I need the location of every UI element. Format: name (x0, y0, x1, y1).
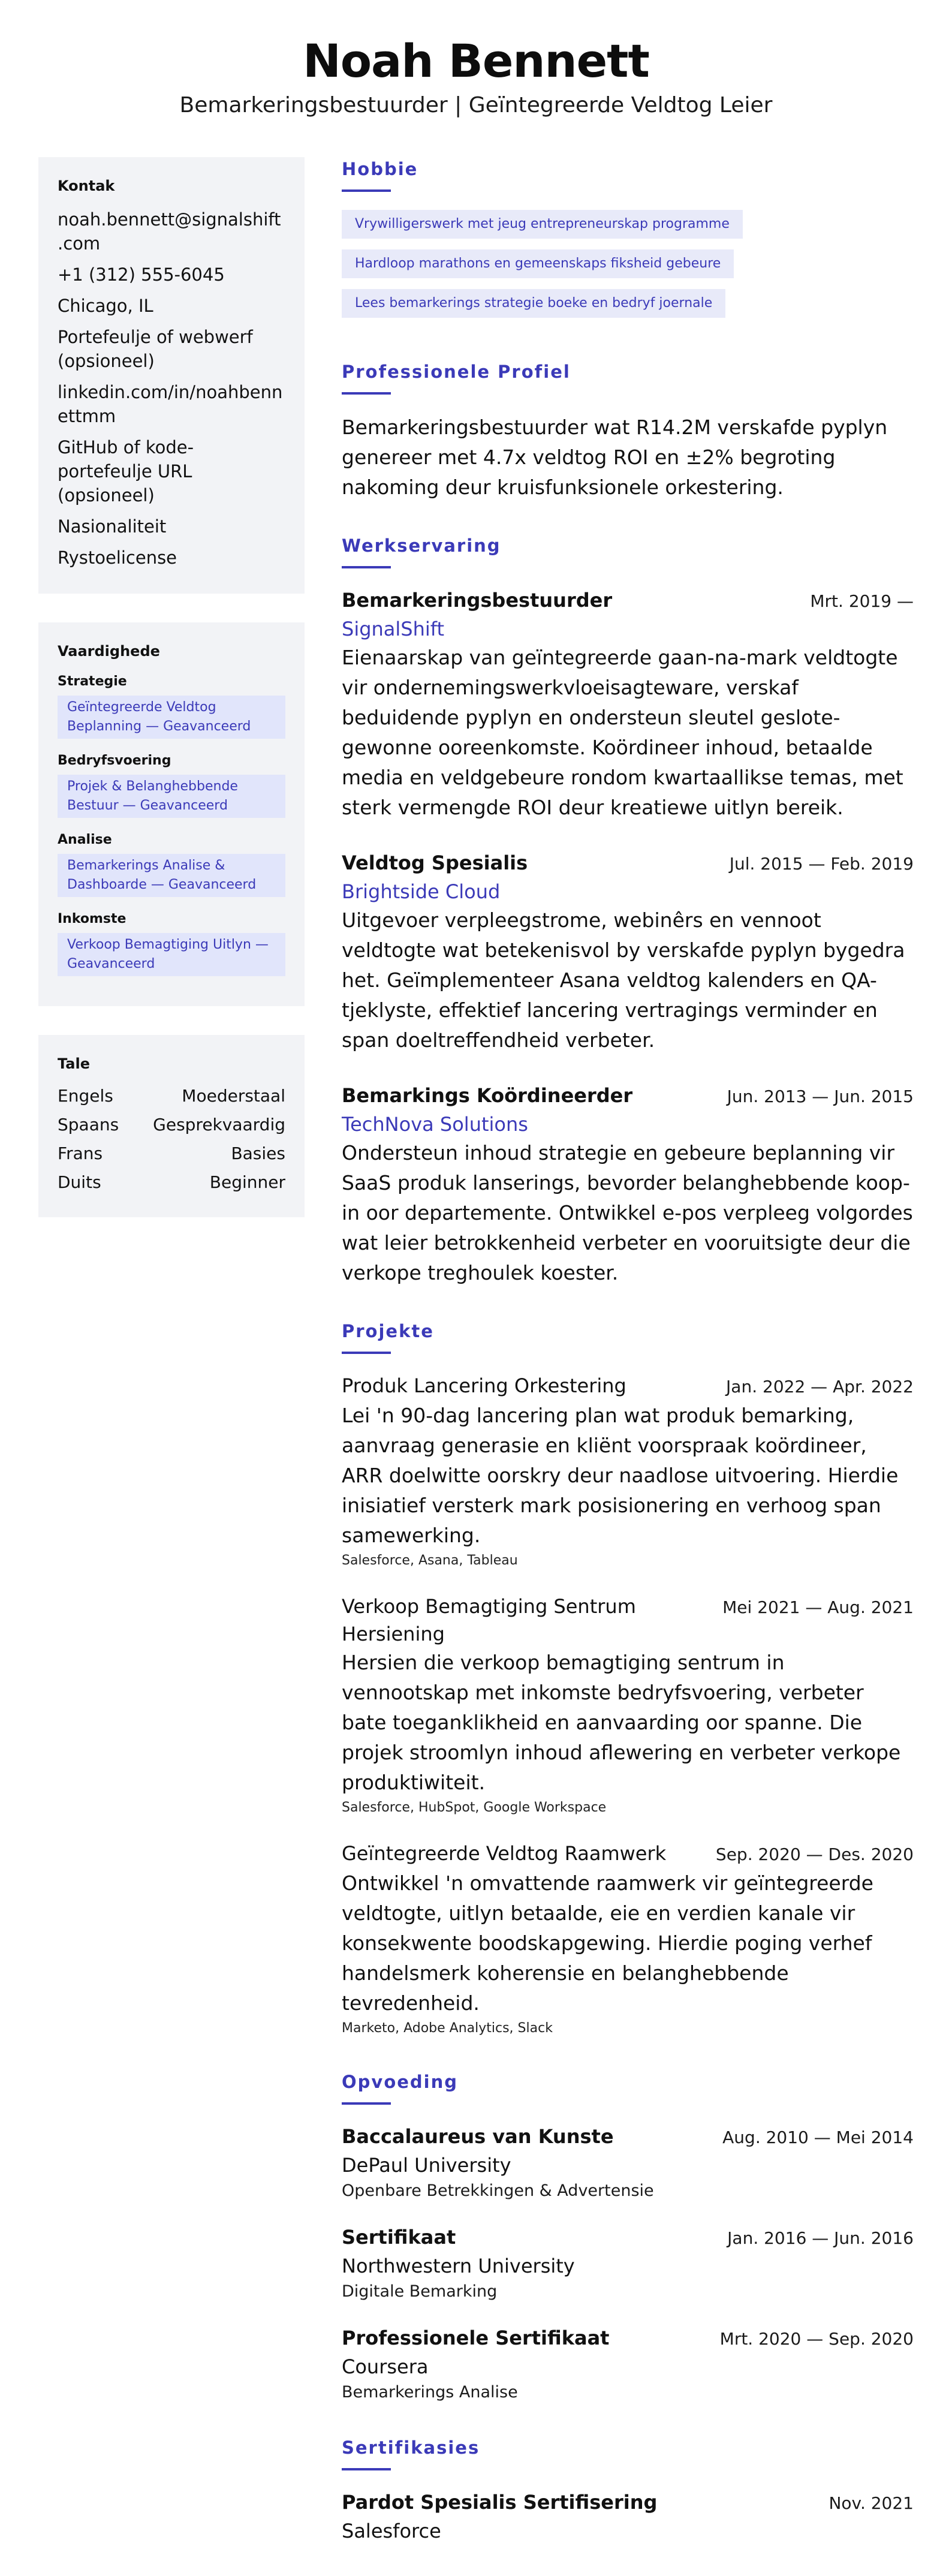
contact-title: Kontak (58, 177, 115, 194)
contact-linkedin[interactable]: linkedin.com/in/noahbennettmm (58, 382, 283, 426)
job-title: Veldtog Spesialis (342, 851, 528, 874)
job-company: TechNova Solutions (342, 1113, 528, 1136)
entry-header (342, 2324, 914, 2353)
section-divider (342, 566, 391, 568)
contact-card (38, 157, 305, 594)
skills-title: Vaardighede (58, 643, 160, 660)
study-field: Openbare Betrekkingen & Advertensie (342, 2181, 654, 2200)
language-level: Moederstaal (182, 1086, 285, 1106)
job-title: Bemarkeringsbestuurder (342, 589, 613, 612)
entry-header (342, 1840, 914, 1868)
certification-issuer: Salesforce (342, 2520, 441, 2542)
hobbies-section (342, 157, 914, 329)
skill-category: Bedryfsvoering (58, 753, 171, 768)
job-description: Eienaarskap van geïntegreerde gaan-na-mark veldtogte vir ondernemingswerkvloeisagteware, verskaf beduidende pyplyn en ondersteun sleutel geslote-gewonne ooreenkomste. Koördineer inhoud, betaalde media en veldgebeure rondom kwartaallikse temas, met sterk vermengde ROI deur kreatiewe uitlyn bereik. (342, 646, 903, 819)
education-entry (342, 2324, 914, 2405)
job-date: Jun. 2013 — Jun. 2015 (727, 1087, 914, 1106)
hobby-tag: Hardloop marathons en gemeenskaps fiksheid gebeure (342, 249, 734, 278)
project-entry (342, 1372, 914, 1571)
contact-nationality: Nasionaliteit (58, 516, 167, 537)
hobby-tag: Lees bemarkerings strategie boeke en bedryf joernale (342, 289, 725, 318)
certifications-section (342, 2436, 914, 2545)
job-description: Ondersteun inhoud strategie en gebeure beplanning vir SaaS produk lanserings, bevorder belanghebbende koop-in oor departemente. Ontwikkel e-pos verpleeg volgordes wat leier betrokkenheid verbeter en vooruitsigte deur die verkope treghoulek koester. (342, 1141, 913, 1284)
language-row (58, 1085, 285, 1107)
hobby-list (342, 210, 914, 329)
job-title: Bemarkings Koördineerder (342, 1084, 633, 1107)
skill-category: Strategie (58, 674, 127, 689)
sidebar (38, 157, 305, 1246)
section-divider (342, 2468, 391, 2470)
language-row (58, 1114, 285, 1136)
certification-name: Pardot Spesialis Sertifisering (342, 2491, 658, 2514)
hobby-tag: Vrywilligerswerk met jeug entrepreneurskap programme (342, 210, 743, 239)
experience-entry (342, 849, 914, 1055)
contact-location: Chicago, IL (58, 296, 153, 316)
project-date: Mei 2021 — Aug. 2021 (722, 1597, 914, 1617)
contact-phone[interactable]: +1 (312) 555-6045 (58, 264, 225, 285)
language-level: Gesprekvaardig (153, 1115, 285, 1134)
certification-entry (342, 2488, 914, 2545)
skills-card (38, 622, 305, 1006)
study-field: Digitale Bemarking (342, 2282, 498, 2301)
project-date: Jan. 2022 — Apr. 2022 (726, 1377, 914, 1397)
language-name: Engels (58, 1086, 113, 1106)
entry-header (342, 2123, 914, 2151)
contact-github: GitHub of kode-portefeulje URL (opsioneel) (58, 437, 194, 505)
skill-category: Analise (58, 832, 112, 847)
entry-header (342, 1082, 914, 1111)
skill-pill: Projek & Belanghebbende Bestuur — Geavanceerd (58, 775, 285, 818)
contact-portfolio: Portefeulje of webwerf (opsioneel) (58, 327, 253, 371)
degree-title: Professionele Sertifikaat (342, 2327, 610, 2349)
section-divider (342, 189, 391, 192)
project-date: Sep. 2020 — Des. 2020 (715, 1844, 914, 1864)
section-title: Professionele Profiel (342, 362, 571, 382)
section-title: Werkservaring (342, 535, 501, 556)
education-date: Mrt. 2020 — Sep. 2020 (719, 2329, 914, 2349)
education-entry (342, 2123, 914, 2203)
skill-pill: Bemarkerings Analise & Dashboarde — Geavanceerd (58, 854, 285, 897)
entry-header (342, 2488, 914, 2517)
skill-pill: Geïntegreerde Veldtog Beplanning — Geavanceerd (58, 696, 285, 739)
skill-pill: Verkoop Bemagtiging Uitlyn — Geavanceerd (58, 933, 285, 976)
entry-header (342, 586, 914, 615)
profile-text: Bemarkeringsbestuurder wat R14.2M verskafde pyplyn genereer met 4.7x veldtog ROI en ±2% begroting nakoming deur kruisfunksionele orkestering. (342, 416, 888, 499)
contact-license: Rystoelicense (58, 547, 177, 568)
job-date: Jul. 2015 — Feb. 2019 (729, 854, 914, 874)
degree-title: Sertifikaat (342, 2226, 456, 2249)
entry-header (342, 1372, 914, 1401)
project-entry (342, 1593, 914, 1818)
language-name: Spaans (58, 1115, 119, 1134)
language-name: Duits (58, 1172, 101, 1192)
education-section (342, 2070, 914, 2405)
candidate-subtitle: Bemarkeringsbestuurder | Geïntegreerde Veldtog Leier (179, 93, 773, 118)
language-row (58, 1143, 285, 1164)
project-entry (342, 1840, 914, 2039)
education-entry (342, 2223, 914, 2304)
section-title: Hobbie (342, 159, 418, 179)
project-description: Lei 'n 90-dag lancering plan wat produk bemarking, aanvraag generasie en kliënt voorspraak koördineer, ARR doelwitte oorskry deur naadlose uitvoering. Hierdie inisiatief versterk mark posisionering en verhoog span samewerking. (342, 1404, 899, 1547)
language-name: Frans (58, 1143, 103, 1163)
entry-header (342, 849, 914, 878)
job-date: Mrt. 2019 — (810, 591, 914, 611)
section-divider (342, 392, 391, 395)
school-name: DePaul University (342, 2154, 511, 2177)
job-company: Brightside Cloud (342, 880, 501, 903)
section-title: Sertifikasies (342, 2437, 480, 2458)
languages-title: Tale (58, 1055, 90, 1072)
job-company: SignalShift (342, 618, 445, 640)
candidate-name: Noah Bennett (303, 34, 649, 88)
experience-entry (342, 586, 914, 823)
projects-section (342, 1319, 914, 2039)
languages-card (38, 1035, 305, 1217)
degree-title: Baccalaureus van Kunste (342, 2125, 614, 2148)
skill-category: Inkomste (58, 911, 126, 926)
project-tech: Salesforce, HubSpot, Google Workspace (342, 1800, 607, 1815)
project-description: Hersien die verkoop bemagtiging sentrum in vennootskap met inkomste bedryfsvoering, verbeter bate toeganklikheid en aanvaarding oor spanne. Die projek stroomlyn inhoud aflewering en verbeter verkope produktiwiteit. (342, 1651, 901, 1794)
section-divider (342, 2102, 391, 2105)
project-description: Ontwikkel 'n omvattende raamwerk vir geïntegreerde veldtogte, uitlyn betaalde, eie en verdien kanale vir konsekwente boodskapgewing. Hierdie poging verhef handelsmerk koherensie en belanghebbende tevredenheid. (342, 1871, 873, 2015)
section-divider (342, 1352, 391, 1354)
project-name: Verkoop Bemagtiging Sentrum Hersiening (342, 1595, 636, 1645)
education-date: Jan. 2016 — Jun. 2016 (727, 2228, 914, 2248)
job-description: Uitgevoer verpleegstrome, webinêrs en vennoot veldtogte wat betekenisvol by verskafde pyplyn bygedra het. Geïmplementeer Asana veldtog kalenders en QA-tjeklyste, effektief lancering vertragings verminder en span doeltreffendheid verbeter. (342, 908, 905, 1052)
section-title: Opvoeding (342, 2072, 459, 2092)
school-name: Northwestern University (342, 2255, 575, 2277)
experience-entry (342, 1082, 914, 1288)
education-date: Aug. 2010 — Mei 2014 (722, 2127, 914, 2147)
study-field: Bemarkerings Analise (342, 2383, 518, 2402)
project-name: Produk Lancering Orkestering (342, 1374, 626, 1397)
profile-section (342, 360, 914, 502)
entry-header (342, 2223, 914, 2252)
section-title: Projekte (342, 1321, 434, 1341)
main-column (342, 157, 914, 2576)
entry-header (342, 1593, 914, 1648)
certification-date: Nov. 2021 (829, 2493, 914, 2513)
language-row (58, 1172, 285, 1193)
contact-email[interactable]: noah.bennett@signalshift.com (58, 209, 281, 254)
project-name: Geïntegreerde Veldtog Raamwerk (342, 1842, 667, 1865)
school-name: Coursera (342, 2355, 429, 2378)
project-tech: Marketo, Adobe Analytics, Slack (342, 2021, 553, 2036)
language-level: Beginner (209, 1172, 285, 1192)
experience-section (342, 534, 914, 1288)
project-tech: Salesforce, Asana, Tableau (342, 1553, 518, 1568)
language-level: Basies (231, 1143, 285, 1163)
resume-header (0, 0, 952, 120)
